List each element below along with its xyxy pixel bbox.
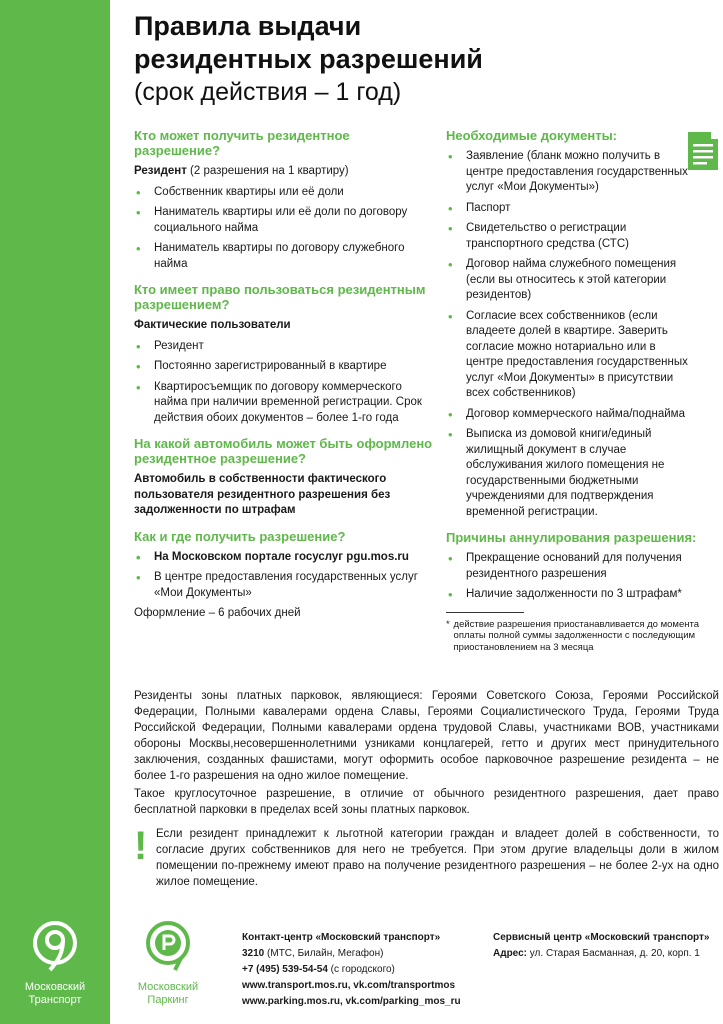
list-item: • Прекращение оснований для получения резидентного разрешения <box>446 551 718 582</box>
important-note <box>134 826 719 890</box>
phone-short-note: (МТС, Билайн, Мегафон) <box>264 948 384 959</box>
list-item: • Наниматель квартиры по договору служебного найма <box>134 241 434 272</box>
parking-logo-icon <box>143 918 193 976</box>
list-item: • Свидетельство о регистрации транспортного средства (СТС) <box>446 221 692 252</box>
title-line-2: резидентных разрешений <box>134 44 483 74</box>
phone-line-1 <box>242 946 492 962</box>
paragraph: Такое круглосуточное разрешение, в отличие от обычного резидентного разрешения, дает право бесплатной парковки в пределах всей зоны платных парковок. <box>134 788 719 816</box>
right-column <box>446 128 718 663</box>
footnote-mark: * <box>446 618 450 630</box>
list-item: • Выписка из домовой книги/единый жилищный документ в случае обслуживания жилого помещения не государственными бюджетными учреждениями для подтверждения временной регистрации. <box>446 427 692 520</box>
list-item: • Резидент <box>134 339 434 355</box>
processing-time: Оформление – 6 рабочих дней <box>134 607 301 619</box>
list-item: • Договор коммерческого найма/поднайма <box>446 407 692 423</box>
address-label: Адрес: <box>493 948 527 959</box>
page-title <box>134 10 714 109</box>
list-item: • На Московском портале госуслуг pgu.mos.ru <box>134 550 434 566</box>
section-which-car <box>134 436 434 519</box>
list-item: • Наниматель квартиры или её доли по договору социального найма <box>134 205 434 236</box>
section-heading: Причины аннулирования разрешения: <box>446 530 697 545</box>
list-item: • Согласие всех собственников (если владеете долей в квартире. Заверить согласие можно нотариально или в центре предоставления государственных услуг «Мои Документы» в присутствии всех собственников) <box>446 309 692 402</box>
list-item: • Заявление (бланк можно получить в центре предоставления государственных услуг «Мои Документы») <box>446 149 692 196</box>
parking-logo-text: Московский Паркинг <box>137 981 199 1006</box>
contact-title: Контакт-центр «Московский транспорт» <box>242 932 441 943</box>
phone-short[interactable]: 3210 <box>242 948 265 959</box>
left-column <box>134 128 434 632</box>
list <box>134 550 434 602</box>
phone-full[interactable]: +7 (495) 539-54-54 <box>242 964 328 975</box>
list <box>134 185 434 273</box>
title-line-1: Правила выдачи <box>134 11 362 41</box>
footnote-text: действие разрешения приостанавливается до момента оплаты полной суммы задолженности с последующим приостановлением на 3 месяца <box>453 618 700 653</box>
list <box>134 339 434 427</box>
list-item: • Наличие задолженности по 3 штрафам* <box>446 587 718 603</box>
list-item: • В центре предоставления государственных услуг «Мои Документы» <box>134 570 434 601</box>
exclamation-icon: ! <box>134 824 148 868</box>
metro-logo <box>0 918 110 1007</box>
section-heading: Как и где получить разрешение? <box>134 528 346 544</box>
list-item: • Постоянно зарегистрированный в квартире <box>134 359 434 375</box>
section-cancellation <box>446 530 718 653</box>
list <box>446 149 718 520</box>
section-how-to-get <box>134 529 434 622</box>
address-value: ул. Старая Басманная, д. 20, корп. 1 <box>527 948 700 959</box>
metro-logo-text: Московский Транспорт <box>24 981 86 1006</box>
resident-label: Резидент <box>134 165 187 177</box>
list-item: • Квартиросъемщик по договору коммерческого найма при наличии временной регистрации. Срок действия обоих документов – более 1-го года <box>134 380 434 427</box>
phone-full-note: (с городского) <box>327 964 395 975</box>
section-heading: Кто может получить резидентное разрешение? <box>134 128 350 158</box>
list-item: • Паспорт <box>446 201 692 217</box>
service-title: Сервисный центр «Московский транспорт» <box>493 932 710 943</box>
metro-logo-icon <box>30 918 80 976</box>
section-who-can-use <box>134 282 434 426</box>
section-documents <box>446 128 718 520</box>
parking-logo <box>128 918 208 1007</box>
list-item: • Собственник квартиры или её доли <box>134 185 434 201</box>
note-text: Если резидент принадлежит к льготной категории граждан и владеет долей в собственности, то согласие других собственников для него не требуется. При этом другие владельцы доли в жилом помещении по-прежнему имеют право на получение резидентного разрешения – не более 2-ух на одно жилое помещение. <box>156 828 719 888</box>
paragraph: Резиденты зоны платных парковок, являющиеся: Героями Советского Союза, Героями Российской Федерации, Полными кавалерами ордена Славы, Героями Социалистического Труда, Героями Труда Российской Федерации, Полными кавалерами ордена трудовой Славы, участниками ВОВ, участниками обороны Москвы,несовершеннолетними узниками концлагерей, гетто и других мест принудительного заключения, созданных фашистами, могут оформить особое парковочное разрешение резидента – не более 1-го разрешения на одно жилое помещение. <box>134 690 719 782</box>
title-line-3: (срок действия – 1 год) <box>134 78 402 106</box>
website-link-2[interactable]: www.parking.mos.ru, vk.com/parking_mos_ru <box>242 996 461 1007</box>
resident-line <box>134 164 434 180</box>
green-sidebar <box>0 0 110 1024</box>
subheading: Фактические пользователи <box>134 319 291 331</box>
section-text: Автомобиль в собственности фактического пользователя резидентного разрешения без задолженности по штрафам <box>134 473 391 516</box>
address-line <box>493 946 721 962</box>
resident-note: (2 разрешения на 1 квартиру) <box>186 165 349 177</box>
phone-line-2 <box>242 962 492 978</box>
list <box>446 551 718 603</box>
footnote <box>446 619 718 654</box>
contact-center <box>242 930 492 1010</box>
section-who-can-get <box>134 128 434 272</box>
section-heading: На какой автомобиль может быть оформлено резидентное разрешение? <box>134 436 433 466</box>
section-heading: Кто имеет право пользоваться резидентным разрешением? <box>134 282 426 312</box>
website-link-1[interactable]: www.transport.mos.ru, vk.com/transportmos <box>242 980 456 991</box>
privileged-residents-text <box>134 688 719 820</box>
service-center <box>493 930 721 962</box>
list-item: • Договор найма служебного помещения (если вы относитесь к этой категории резидентов) <box>446 257 692 304</box>
footnote-divider <box>446 612 524 613</box>
section-heading: Необходимые документы: <box>446 128 617 143</box>
